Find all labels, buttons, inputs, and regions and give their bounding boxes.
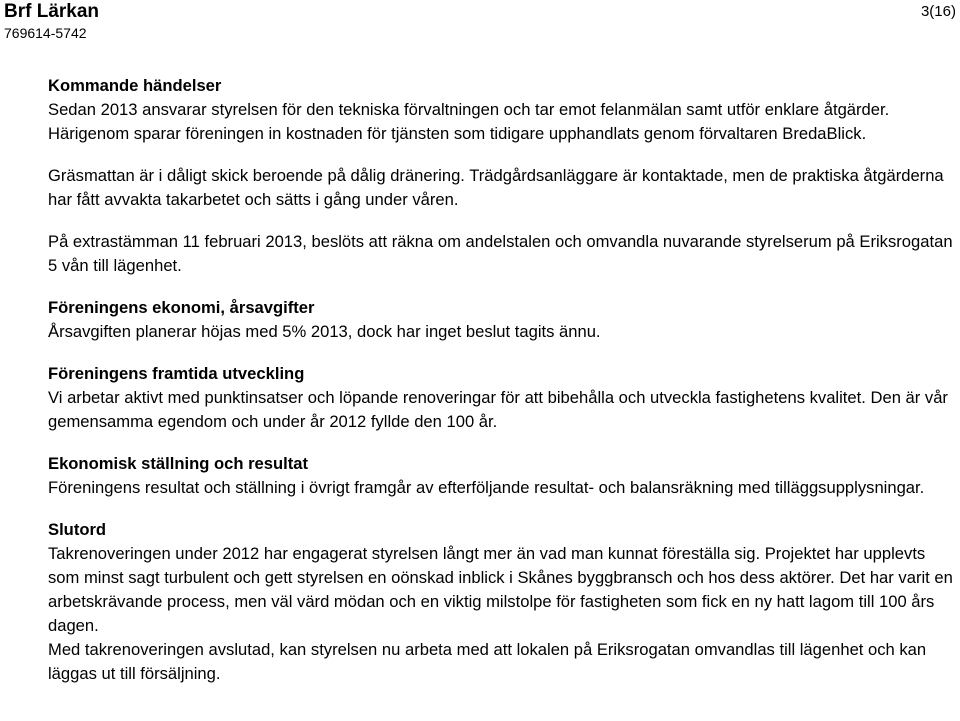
organization-number: 769614-5742 <box>4 25 87 41</box>
paragraph-utveckling: Vi arbetar aktivt med punktinsatser och löpande renoveringar för att bibehålla och utveckla fastighetens kvalitet. Den är vår gemensamma egendom och under år 2012 fyllde den 100 år. <box>48 388 948 431</box>
paragraph-lokal: Med takrenoveringen avslutad, kan styrelsen nu arbeta med att lokalen på Eriksrogatan omvandlas till lägenhet och kan läggas ut till försäljning. <box>48 640 927 683</box>
section-heading-slutord: Slutord <box>48 520 107 539</box>
association-name: Brf Lärkan <box>4 1 100 22</box>
page-indicator: 3(16) <box>920 3 956 20</box>
document-body <box>48 74 953 686</box>
section-heading-framtida: Föreningens framtida utveckling <box>48 364 305 383</box>
section-heading-stallning: Ekonomisk ställning och resultat <box>48 454 309 473</box>
paragraph-grasmatta: Gräsmattan är i dåligt skick beroende på dålig dränering. Trädgårdsanläggare är kontaktade, men de praktiska åtgärderna har fått avvakta takarbetet och sätts i gång under våren. <box>48 166 944 209</box>
paragraph-forvaltning: Sedan 2013 ansvarar styrelsen för den tekniska förvaltningen och tar emot felanmälan samt utför enklare åtgärder. Härigenom sparar föreningen in kostnaden för tjänsten som tidigare upphandlats genom förvaltaren BredaBlick. <box>48 100 890 143</box>
section-heading-kommande: Kommande händelser <box>48 76 222 95</box>
paragraph-extrastamma: På extrastämman 11 februari 2013, beslöts att räkna om andelstalen och omvandla nuvarande styrelserum på Eriksrogatan 5 vån till lägenhet. <box>48 232 953 275</box>
paragraph-takrenovering: Takrenoveringen under 2012 har engagerat styrelsen långt mer än vad man kunnat föreställa sig. Projektet har upplevts som minst sagt turbulent och gett styrelsen en oönskad inblick i Skånes byggbransch och hos dess aktörer. Det har varit en arbetskrävande process, men väl värd mödan och en viktig milstolpe för fastigheten som fick en ny hatt lagom till 100 års dagen. <box>48 544 953 635</box>
paragraph-resultat: Föreningens resultat och ställning i övrigt framgår av efterföljande resultat- och balansräkning med tilläggsupplysningar. <box>48 478 925 497</box>
paragraph-arsavgift: Årsavgiften planerar höjas med 5% 2013, dock har inget beslut tagits ännu. <box>48 322 601 341</box>
section-heading-ekonomi: Föreningens ekonomi, årsavgifter <box>48 298 315 317</box>
